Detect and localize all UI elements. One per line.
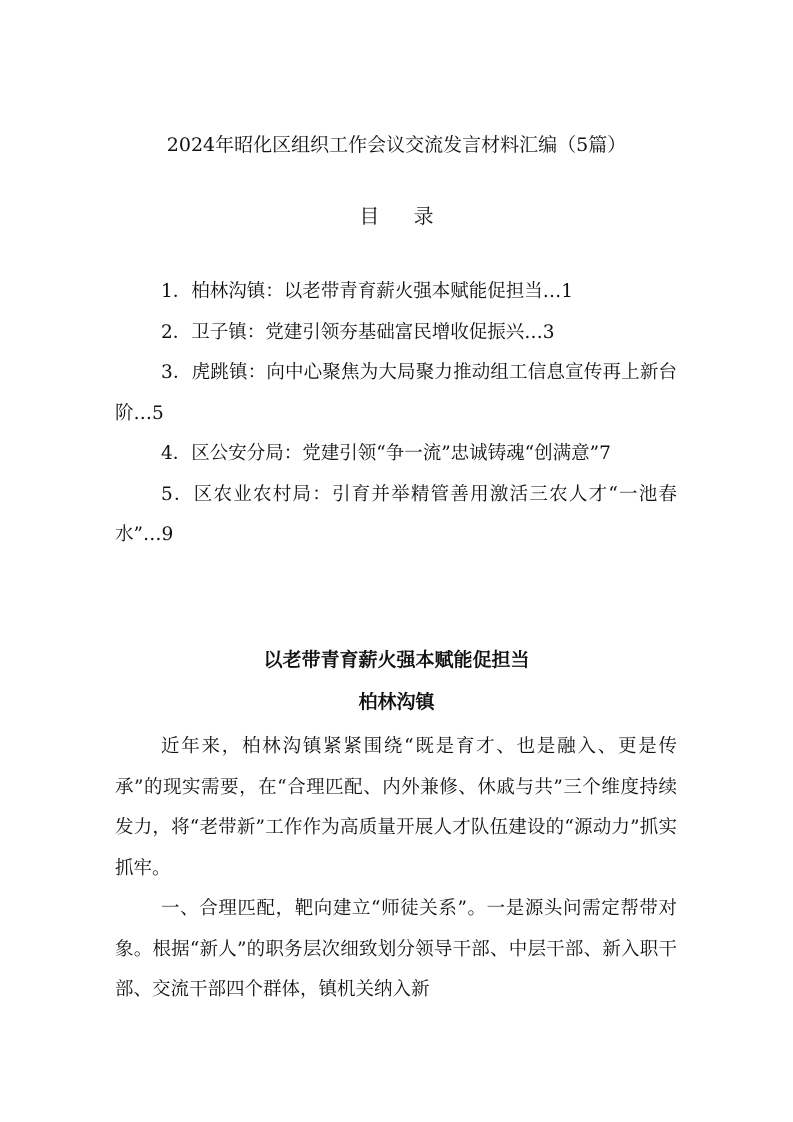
toc-item[interactable]: 5．区农业农村局：引育并举精管善用激活三农人才“一池春水”…9: [115, 483, 677, 545]
document-title: 2024年昭化区组织工作会议交流发言材料汇编（5篇）: [166, 134, 627, 156]
toc-item[interactable]: 1．柏林沟镇：以老带青育薪火强本赋能促担当…1: [161, 281, 574, 302]
body-paragraph: 一、合理匹配，靶向建立“师徒关系”。一是源头问需定帮带对象。根据“新人”的职务层次细致划分领导干部、中层干部、新入职干部、交流干部四个群体，镇机关纳入新: [115, 898, 677, 1000]
toc-heading: 目 录: [359, 204, 448, 228]
section-author: 柏林沟镇: [358, 691, 435, 713]
table-of-contents: [115, 272, 677, 556]
body-paragraph: 近年来，柏林沟镇紧紧围绕“既是育才、也是融入、更是传承”的现实需要，在“合理匹配、内外兼修、休戚与共”三个维度持续发力，将“老带新”工作作为高质量开展人才队伍建设的“源动力”抓实抓牢。: [115, 736, 677, 879]
section-title: 以老带青育薪火强本赋能促担当: [263, 649, 530, 671]
toc-item[interactable]: 3．虎跳镇：向中心聚焦为大局聚力推动组工信息宣传再上新台阶…5: [115, 362, 677, 424]
section-body: [115, 727, 677, 1011]
toc-item[interactable]: 2．卫子镇：党建引领夯基础富民增收促振兴…3: [161, 321, 555, 343]
toc-item[interactable]: 4．区公安分局：党建引领“争一流”忠诚铸魂“创满意”7: [161, 443, 611, 464]
